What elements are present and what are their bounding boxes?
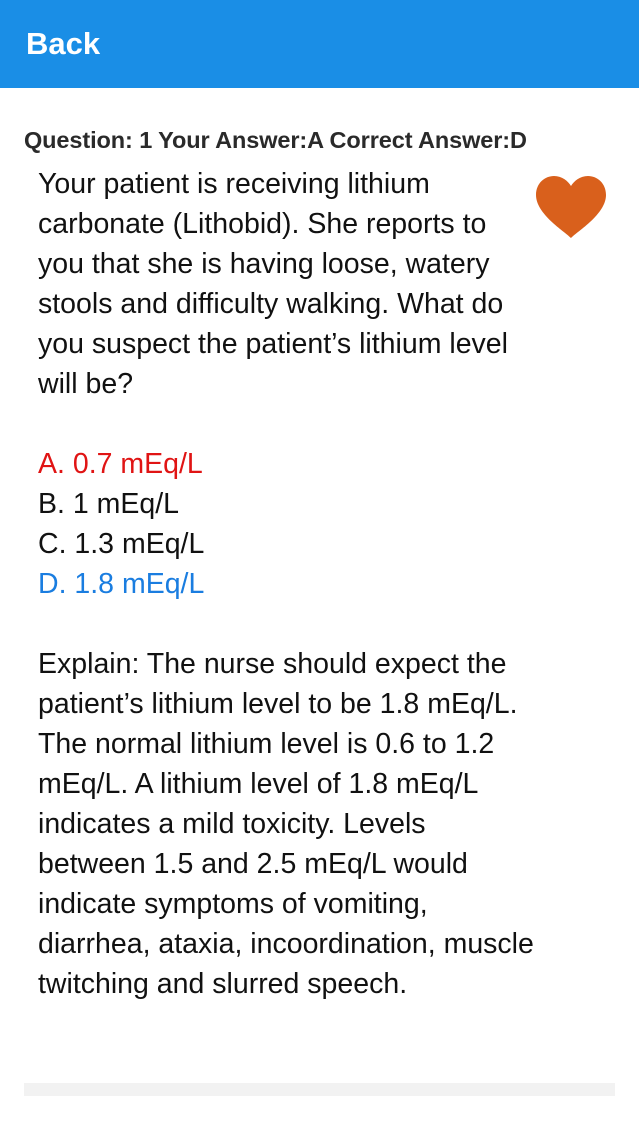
back-button[interactable]: Back bbox=[26, 26, 101, 61]
navigation-bar bbox=[0, 0, 639, 88]
answer-option-b[interactable]: B. 1 mEq/L bbox=[38, 488, 179, 520]
answer-option-d[interactable]: D. 1.8 mEq/L bbox=[38, 568, 205, 600]
explanation-text: Explain: The nurse should expect the patient’s lithium level to be 1.8 mEq/L. The normal lithium level is 0.6 to 1.2 mEq/L. A lithium level of 1.8 mEq/L indicates a mild toxicity. Levels between 1.5 and 2.5 mEq/L would indicate symptoms of vomiting, diarrhea, ataxia, incoordination, muscle twitching and slurred speech. bbox=[38, 648, 534, 1000]
answer-option-c[interactable]: C. 1.3 mEq/L bbox=[38, 528, 205, 560]
answer-option-a[interactable]: A. 0.7 mEq/L bbox=[38, 448, 203, 480]
question-header: Question: 1 Your Answer:A Correct Answer:D bbox=[24, 127, 527, 153]
footer-divider bbox=[24, 1083, 615, 1096]
answer-list bbox=[38, 444, 538, 604]
heart-icon[interactable] bbox=[534, 174, 608, 240]
question-text: Your patient is receiving lithium carbonate (Lithobid). She reports to you that she is having loose, watery stools and difficulty walking. What do you suspect the patient’s lithium level will be? bbox=[38, 168, 508, 400]
